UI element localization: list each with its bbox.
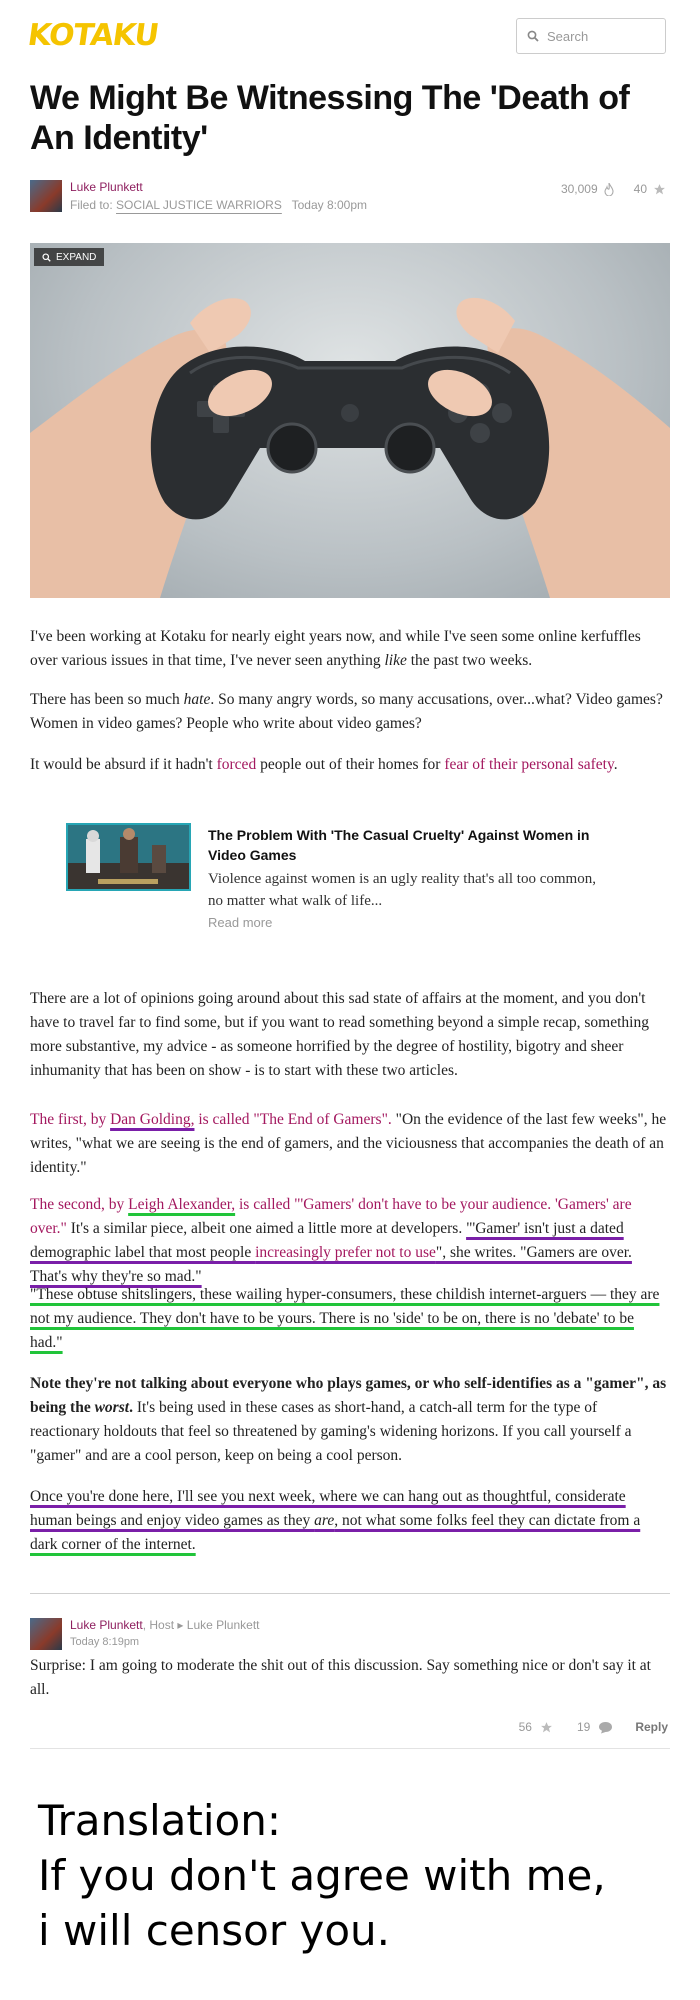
- author-avatar[interactable]: [30, 180, 62, 212]
- comment-reply-count: 19: [576, 1720, 591, 1734]
- article-stats: [561, 182, 666, 196]
- paragraph-3: It would be absurd if it hadn't forced people out of their homes for fear of their personal safety.: [30, 756, 618, 773]
- paragraph-7-quote: "These obtuse shitslingers, these wailing hyper-consumers, these childish internet-arguers — they are not my audience. They don't have to be yours. There is no 'side' to be on, there is no 'debate' to be had.": [30, 1286, 660, 1351]
- author-name[interactable]: Luke Plunkett: [70, 180, 143, 194]
- related-description: Violence against women is an ugly reality that's all too common, no matter what walk of life...: [208, 871, 596, 909]
- caption-line-3: i will censor you.: [38, 1906, 390, 1955]
- flame-icon: [604, 183, 614, 196]
- reply-arrow-icon: ▸: [177, 1618, 187, 1632]
- link-end-of-gamers[interactable]: is called "The End of Gamers".: [194, 1111, 392, 1128]
- translation-caption: [38, 1793, 678, 1958]
- caption-line-2: If you don't agree with me,: [38, 1851, 606, 1900]
- comment-text: Surprise: I am going to moderate the shit out of this discussion. Say something nice or don't say it at all.: [30, 1657, 651, 1698]
- caption-line-1: Translation:: [38, 1796, 281, 1845]
- comment-header: [70, 1618, 259, 1632]
- comment-avatar[interactable]: [30, 1618, 62, 1650]
- comment-bottom-line: [30, 1748, 670, 1749]
- paragraph-2: There has been so much hate. So many angry words, so many accusations, over...what? Video games? Women in video games? People who write about video games?: [30, 691, 663, 732]
- comments-divider: [30, 1593, 670, 1594]
- paragraph-5: The first, by Dan Golding, is called "The End of Gamers". "On the evidence of the last few weeks", he writes, "what we are seeing is the end of gamers, and the viciousness that accompanies the death of an identity.": [30, 1111, 667, 1176]
- filed-prefix: Filed to:: [70, 198, 113, 212]
- expand-label: EXPAND: [56, 251, 97, 263]
- paragraph-4: There are a lot of opinions going around about this sad state of affairs at the moment, and you don't have to travel far to find some, but if you want to read something beyond a simple recap, something more substantive, my advice - as someone horrified by the degree of hostility, bigotry and sheer inhumanity that has been on show - is to start with these two articles.: [30, 990, 649, 1079]
- article-title: We Might Be Witnessing The 'Death of An Identity': [30, 79, 630, 157]
- paragraph-9: Once you're done here, I'll see you next week, where we can hang out as thoughtful, considerate human beings and enjoy video games as they are, not what some folks feel they can dictate from a dark corner of the internet.: [30, 1488, 641, 1553]
- search-placeholder: Search: [547, 28, 589, 44]
- link-personal-safety[interactable]: fear of their personal safety: [444, 756, 614, 773]
- star-icon[interactable]: [653, 183, 666, 196]
- paragraph-8: Note they're not talking about everyone who plays games, or who self-identifies as a "gamer", as being the worst. It's being used in these cases as short-hand, a catch-all term for the type of reactionary holdouts that feel so threatened by gaming's widening horizons. If you call yourself a "gamer" and are a cool person, keep on being a cool person.: [30, 1375, 667, 1464]
- view-count: 30,009: [560, 182, 598, 196]
- paragraph-1: I've been working at Kotaku for nearly eight years now, and while I've seen some online kerfuffles over various issues in that time, I've never seen anything like the past two weeks.: [30, 628, 641, 669]
- comment-role: , Host: [142, 1618, 175, 1632]
- search-box[interactable]: [516, 18, 666, 54]
- related-title-link[interactable]: The Problem With 'The Casual Cruelty' Against Women in Video Games: [208, 827, 590, 863]
- filed-category-link[interactable]: SOCIAL JUSTICE WARRIORS: [116, 198, 282, 212]
- comment-actions: [519, 1720, 668, 1734]
- link-dan-golding[interactable]: Dan Golding,: [110, 1111, 195, 1128]
- comment-like-count: 56: [518, 1720, 532, 1734]
- link-gamers-over[interactable]: is called "'Gamers' don't have to be your audience. 'Gamers' are over.": [30, 1196, 632, 1237]
- link-forced[interactable]: forced: [216, 756, 257, 773]
- related-read-more[interactable]: Read more: [208, 915, 273, 930]
- magnifier-icon: [42, 253, 51, 262]
- article-time: Today 8:00pm: [291, 198, 368, 212]
- expand-button[interactable]: [34, 248, 104, 266]
- controller-illustration: [30, 243, 670, 598]
- related-thumbnail-art: [68, 825, 189, 889]
- like-count: 40: [633, 182, 647, 196]
- star-icon[interactable]: [540, 1721, 553, 1734]
- link-leigh-alexander[interactable]: Leigh Alexander,: [128, 1196, 236, 1213]
- kotaku-logo[interactable]: KOTAKU: [25, 18, 161, 53]
- comment-author[interactable]: Luke Plunkett: [70, 1618, 143, 1632]
- search-icon: [527, 30, 539, 42]
- reply-button[interactable]: Reply: [635, 1720, 668, 1734]
- comment-reply-to[interactable]: Luke Plunkett: [186, 1618, 260, 1632]
- related-thumbnail[interactable]: [66, 823, 191, 891]
- filed-to: [70, 198, 367, 212]
- paragraph-6: The second, by Leigh Alexander, is called "'Gamers' don't have to be your audience. 'Gamers' are over." It's a similar piece, albeit one aimed a little more at developers. "'Gamer' isn't just a dated demographic label that most people increasingly prefer not to use", she writes. "Gamers are over. That's why they're so mad.": [30, 1196, 632, 1285]
- comment-time[interactable]: Today 8:19pm: [70, 1636, 140, 1648]
- hero-image[interactable]: [30, 243, 670, 598]
- speech-bubble-icon[interactable]: [598, 1721, 613, 1734]
- link-increasingly-prefer[interactable]: increasingly prefer not to use: [255, 1244, 436, 1261]
